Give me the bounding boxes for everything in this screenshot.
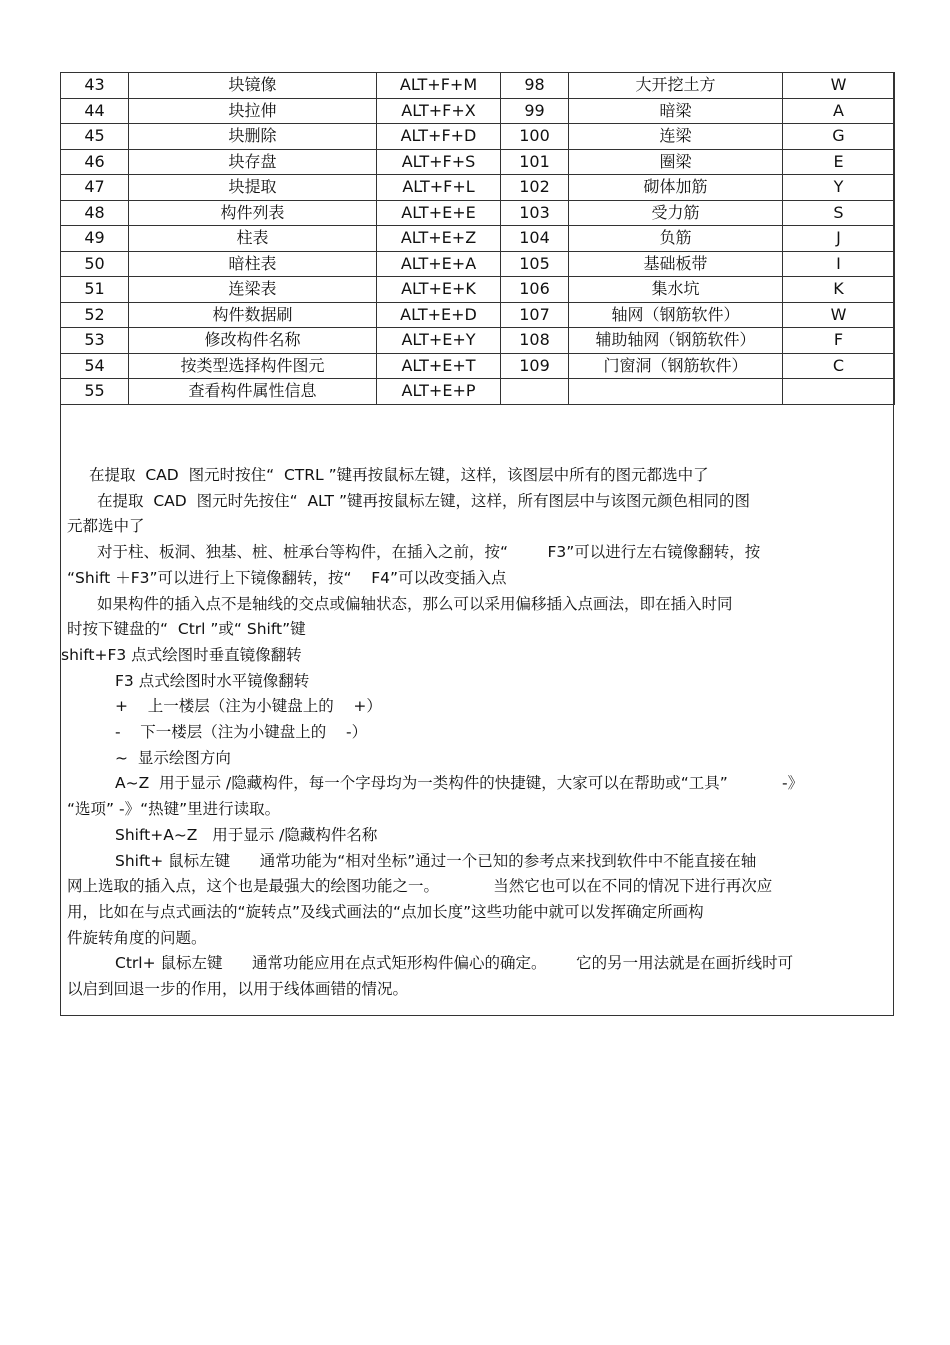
note-line: 如果构件的插入点不是轴线的交点或偏轴状态，那么可以采用偏移插入点画法，即在插入时同 bbox=[97, 594, 733, 613]
shortcut-key-cell: ALT+E+A bbox=[377, 251, 501, 277]
note-line: Shift+ 鼠标左键 通常功能为“相对坐标”通过一个已知的参考点来找到软件中不能直接在轴 bbox=[115, 851, 757, 870]
command-name-cell: 构件数据刷 bbox=[129, 302, 377, 328]
shortcut-key-cell: A bbox=[783, 98, 895, 124]
row-number-cell: 51 bbox=[61, 277, 129, 303]
command-name-cell: 连梁表 bbox=[129, 277, 377, 303]
row-number-cell: 99 bbox=[501, 98, 569, 124]
table-row bbox=[61, 379, 895, 405]
row-number-cell: 105 bbox=[501, 251, 569, 277]
command-name-cell: 块提取 bbox=[129, 175, 377, 201]
command-name-cell: 门窗洞（钢筋软件） bbox=[569, 353, 783, 379]
row-number-cell: 49 bbox=[61, 226, 129, 252]
table-row bbox=[61, 73, 895, 99]
command-name-cell: 暗柱表 bbox=[129, 251, 377, 277]
note-line: A~Z 用于显示 /隐藏构件，每一个字母均为一类构件的快捷键，大家可以在帮助或“工具” -》 bbox=[115, 774, 804, 793]
row-number-cell: 98 bbox=[501, 73, 569, 99]
command-name-cell: 构件列表 bbox=[129, 200, 377, 226]
shortcut-key-cell: W bbox=[783, 73, 895, 99]
note-line: 以启到回退一步的作用，以用于线体画错的情况。 bbox=[67, 980, 409, 999]
shortcut-key-cell: G bbox=[783, 124, 895, 150]
shortcut-key-cell: ALT+E+Z bbox=[377, 226, 501, 252]
command-name-cell: 基础板带 bbox=[569, 251, 783, 277]
document-sheet bbox=[60, 72, 894, 1016]
shortcut-key-cell: ALT+E+T bbox=[377, 353, 501, 379]
table-row bbox=[61, 149, 895, 175]
shortcut-key-cell bbox=[783, 379, 895, 405]
note-line: 件旋转角度的问题。 bbox=[67, 928, 207, 947]
command-name-cell: 块删除 bbox=[129, 124, 377, 150]
note-line: 对于柱、板洞、独基、桩、桩承台等构件，在插入之前，按“ F3”可以进行左右镜像翻转，按 bbox=[97, 543, 761, 562]
table-row bbox=[61, 124, 895, 150]
note-line: - 下一楼层（注为小键盘上的 -） bbox=[115, 723, 368, 742]
row-number-cell: 50 bbox=[61, 251, 129, 277]
shortcut-key-cell: K bbox=[783, 277, 895, 303]
shortcut-table-body bbox=[61, 73, 895, 405]
row-number-cell: 101 bbox=[501, 149, 569, 175]
shortcut-key-cell: W bbox=[783, 302, 895, 328]
command-name-cell: 查看构件属性信息 bbox=[129, 379, 377, 405]
note-line: “选项” -》“热键”里进行读取。 bbox=[67, 800, 281, 819]
table-row bbox=[61, 277, 895, 303]
command-name-cell: 连梁 bbox=[569, 124, 783, 150]
shortcut-key-cell: ALT+E+K bbox=[377, 277, 501, 303]
shortcut-key-cell: ALT+E+P bbox=[377, 379, 501, 405]
command-name-cell: 轴网（钢筋软件） bbox=[569, 302, 783, 328]
command-name-cell: 修改构件名称 bbox=[129, 328, 377, 354]
row-number-cell: 44 bbox=[61, 98, 129, 124]
note-line: ~ 显示绘图方向 bbox=[115, 748, 231, 767]
row-number-cell: 54 bbox=[61, 353, 129, 379]
note-line: 在提取 CAD 图元时按住“ CTRL ”键再按鼠标左键，这样，该图层中所有的图元都选中了 bbox=[89, 466, 709, 484]
row-number-cell: 53 bbox=[61, 328, 129, 354]
table-row bbox=[61, 175, 895, 201]
note-line: Shift+A~Z 用于显示 /隐藏构件名称 bbox=[115, 825, 378, 844]
shortcut-key-cell: ALT+E+D bbox=[377, 302, 501, 328]
shortcut-key-cell: ALT+F+M bbox=[377, 73, 501, 99]
row-number-cell: 48 bbox=[61, 200, 129, 226]
command-name-cell: 砌体加筋 bbox=[569, 175, 783, 201]
row-number-cell: 102 bbox=[501, 175, 569, 201]
row-number-cell: 103 bbox=[501, 200, 569, 226]
shortcut-key-cell: I bbox=[783, 251, 895, 277]
row-number-cell: 55 bbox=[61, 379, 129, 405]
note-line: 网上选取的插入点，这个也是最强大的绘图功能之一。 当然它也可以在不同的情况下进行再次应 bbox=[67, 877, 773, 896]
shortcut-key-cell: C bbox=[783, 353, 895, 379]
row-number-cell: 100 bbox=[501, 124, 569, 150]
shortcut-key-cell: J bbox=[783, 226, 895, 252]
row-number-cell: 108 bbox=[501, 328, 569, 354]
command-name-cell: 暗梁 bbox=[569, 98, 783, 124]
row-number-cell: 107 bbox=[501, 302, 569, 328]
row-number-cell: 109 bbox=[501, 353, 569, 379]
note-line: 时按下键盘的“ Ctrl ”或“ Shift”键 bbox=[67, 620, 306, 639]
table-row bbox=[61, 98, 895, 124]
shortcut-key-cell: ALT+E+E bbox=[377, 200, 501, 226]
note-line: 元都选中了 bbox=[67, 517, 145, 536]
shortcut-key-cell: ALT+F+D bbox=[377, 124, 501, 150]
shortcut-table bbox=[60, 72, 895, 405]
note-line: F3 点式绘图时水平镜像翻转 bbox=[115, 671, 310, 690]
note-line: “Shift ＋F3”可以进行上下镜像翻转，按“ F4”可以改变插入点 bbox=[67, 568, 507, 587]
shortcut-key-cell: E bbox=[783, 149, 895, 175]
note-line: 在提取 CAD 图元时先按住“ ALT ”键再按鼠标左键，这样，所有图层中与该图元颜色相同的图 bbox=[97, 491, 750, 510]
command-name-cell: 柱表 bbox=[129, 226, 377, 252]
command-name-cell: 块镜像 bbox=[129, 73, 377, 99]
note-line: shift+F3 点式绘图时垂直镜像翻转 bbox=[61, 645, 302, 664]
command-name-cell: 块存盘 bbox=[129, 149, 377, 175]
notes-section bbox=[61, 463, 891, 1003]
shortcut-key-cell: ALT+F+L bbox=[377, 175, 501, 201]
command-name-cell: 负筋 bbox=[569, 226, 783, 252]
table-row bbox=[61, 226, 895, 252]
note-line: + 上一楼层（注为小键盘上的 +） bbox=[115, 697, 382, 716]
table-row bbox=[61, 353, 895, 379]
row-number-cell: 43 bbox=[61, 73, 129, 99]
shortcut-key-cell: Y bbox=[783, 175, 895, 201]
note-line: Ctrl+ 鼠标左键 通常功能应用在点式矩形构件偏心的确定。 它的另一用法就是在画折线时可 bbox=[115, 954, 794, 973]
shortcut-key-cell: S bbox=[783, 200, 895, 226]
command-name-cell: 大开挖土方 bbox=[569, 73, 783, 99]
row-number-cell: 104 bbox=[501, 226, 569, 252]
shortcut-key-cell: ALT+E+Y bbox=[377, 328, 501, 354]
command-name-cell: 受力筋 bbox=[569, 200, 783, 226]
row-number-cell: 52 bbox=[61, 302, 129, 328]
command-name-cell: 按类型选择构件图元 bbox=[129, 353, 377, 379]
row-number-cell: 45 bbox=[61, 124, 129, 150]
row-number-cell bbox=[501, 379, 569, 405]
table-row bbox=[61, 302, 895, 328]
table-row bbox=[61, 200, 895, 226]
row-number-cell: 46 bbox=[61, 149, 129, 175]
command-name-cell: 块拉伸 bbox=[129, 98, 377, 124]
command-name-cell: 辅助轴网（钢筋软件） bbox=[569, 328, 783, 354]
shortcut-key-cell: ALT+F+S bbox=[377, 149, 501, 175]
command-name-cell: 圈梁 bbox=[569, 149, 783, 175]
row-number-cell: 47 bbox=[61, 175, 129, 201]
table-row bbox=[61, 251, 895, 277]
row-number-cell: 106 bbox=[501, 277, 569, 303]
command-name-cell: 集水坑 bbox=[569, 277, 783, 303]
note-line: 用，比如在与点式画法的“旋转点”及线式画法的“点加长度”这些功能中就可以发挥确定所画构 bbox=[67, 902, 704, 921]
shortcut-key-cell: ALT+F+X bbox=[377, 98, 501, 124]
shortcut-key-cell: F bbox=[783, 328, 895, 354]
table-row bbox=[61, 328, 895, 354]
command-name-cell bbox=[569, 379, 783, 405]
